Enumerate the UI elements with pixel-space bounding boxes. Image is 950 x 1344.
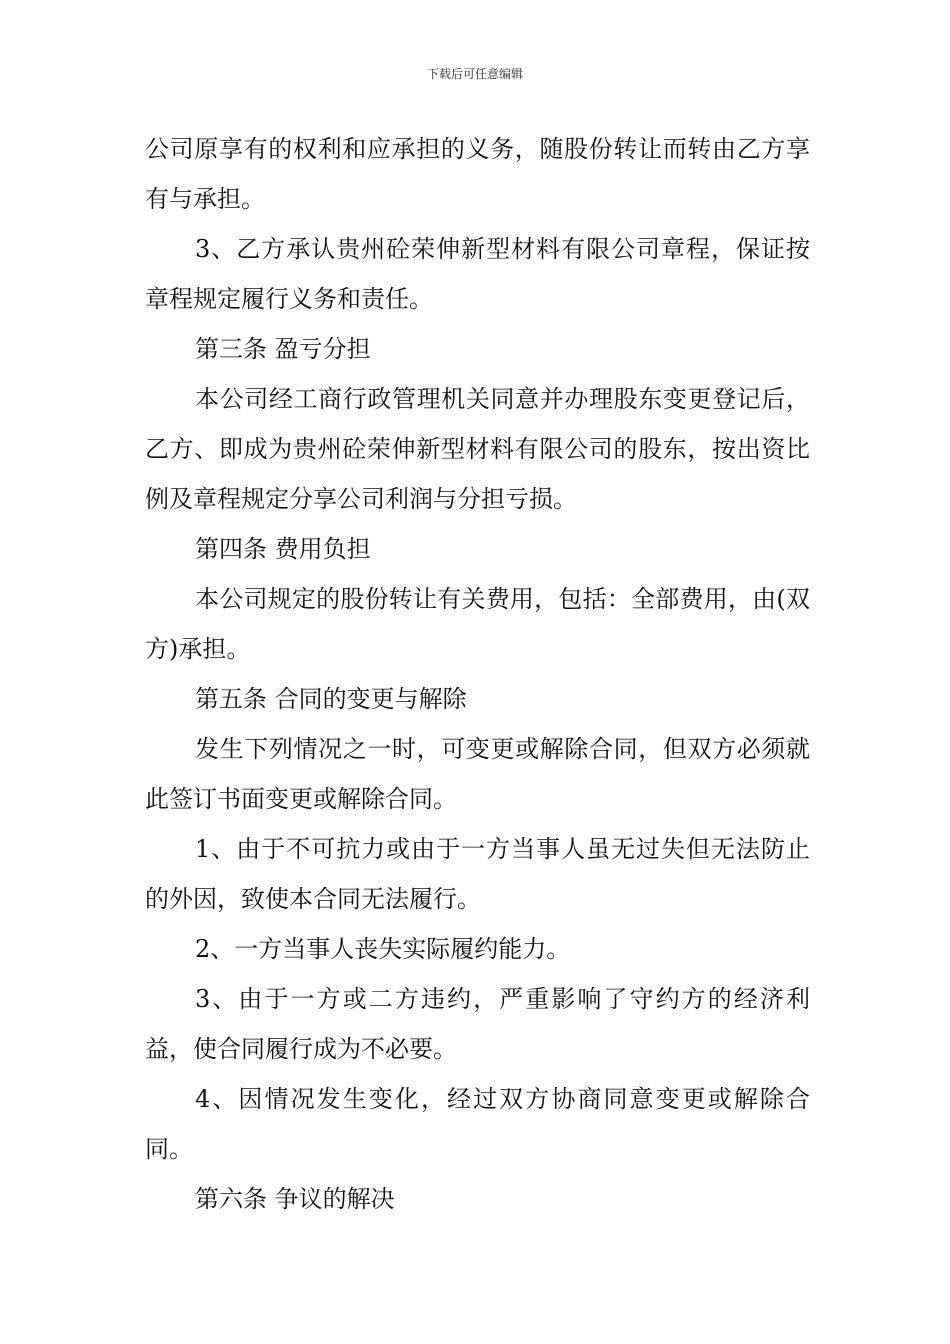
list-item-force-majeure: 1、由于不可抗力或由于一方当事人虽无过失但无法防止的外因，致使本合同无法履行。 <box>145 835 810 913</box>
paragraph-profit-loss: 本公司经工商行政管理机关同意并办理股东变更登记后，乙方、即成为贵州砼荣伸新型材料有限公司的股东，按出资比例及章程规定分享公司利润与分担亏损。 <box>145 385 810 513</box>
list-item-breach: 3、由于一方或二方违约，严重影响了守约方的经济利益，使合同履行成为不必要。 <box>145 985 810 1063</box>
article-4-heading: 第四条 费用负担 <box>195 535 371 563</box>
article-3-heading: 第三条 盈亏分担 <box>195 335 371 363</box>
paragraph-expenses: 本公司规定的股份转让有关费用，包括：全部费用，由(双方)承担。 <box>145 585 810 663</box>
paragraph-change-conditions: 发生下列情况之一时，可变更或解除合同，但双方必须就此签订书面变更或解除合同。 <box>145 735 810 813</box>
article-6-heading: 第六条 争议的解决 <box>195 1185 395 1213</box>
document-body <box>145 124 810 1224</box>
article-5-heading: 第五条 合同的变更与解除 <box>195 685 467 713</box>
paragraph-rights-transfer: 公司原享有的权利和应承担的义务，随股份转让而转由乙方享有与承担。 <box>145 135 810 213</box>
paragraph-clause-3-articles: 3、乙方承认贵州砼荣伸新型材料有限公司章程，保证按章程规定履行义务和责任。 <box>145 235 810 313</box>
list-item-loss-of-capacity: 2、一方当事人丧失实际履约能力。 <box>195 935 571 963</box>
list-item-mutual-agreement: 4、因情况发生变化，经过双方协商同意变更或解除合同。 <box>145 1085 810 1163</box>
page-header-note: 下载后可任意编辑 <box>426 67 523 81</box>
